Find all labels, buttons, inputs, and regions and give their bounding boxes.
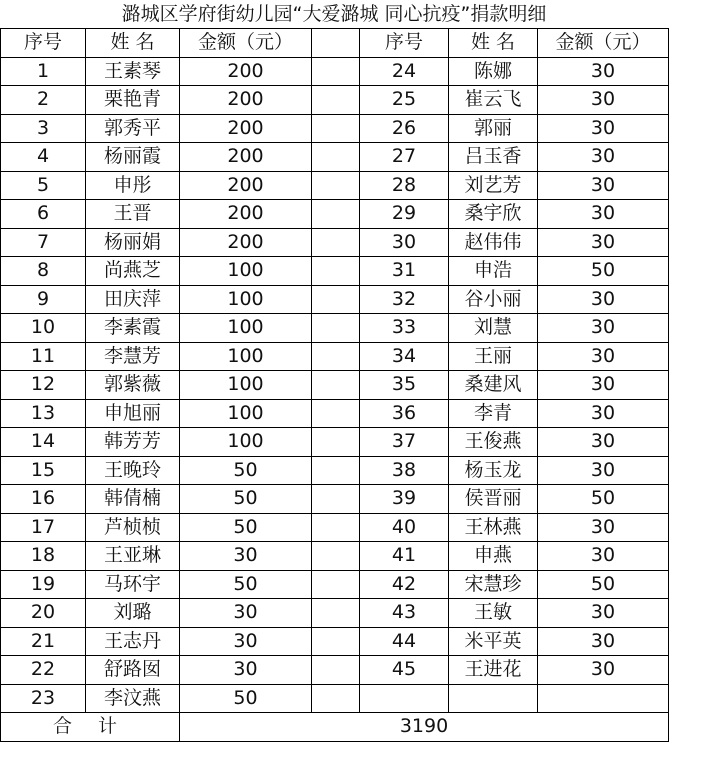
column-gap: [312, 599, 360, 628]
cell-name-left: 申旭丽: [86, 399, 180, 428]
cell-seq-right: 35: [360, 371, 449, 400]
table-row: [1, 456, 669, 485]
header-amount-left: 金额（元）: [180, 29, 312, 58]
total-value: 3190: [180, 713, 669, 742]
cell-name-left: 郭秀平: [86, 114, 180, 143]
cell-name-right: 王林燕: [449, 513, 538, 542]
cell-name-left: 申彤: [86, 171, 180, 200]
cell-seq-left: 19: [1, 570, 86, 599]
cell-name-right: 桑宇欣: [449, 200, 538, 229]
cell-name-right: 侯晋丽: [449, 485, 538, 514]
cell-amount-left: 200: [180, 143, 312, 172]
cell-name-left: 栗艳青: [86, 86, 180, 115]
cell-seq-left: 4: [1, 143, 86, 172]
table-row: [1, 314, 669, 343]
cell-name-left: 刘璐: [86, 599, 180, 628]
column-gap: [312, 627, 360, 656]
cell-name-right: 刘艺芳: [449, 171, 538, 200]
cell-seq-left: 12: [1, 371, 86, 400]
cell-amount-right: 30: [538, 57, 669, 86]
cell-amount-right: [538, 684, 669, 713]
total-row: [1, 713, 669, 742]
cell-seq-left: 17: [1, 513, 86, 542]
cell-name-left: 田庆萍: [86, 285, 180, 314]
cell-seq-right: 24: [360, 57, 449, 86]
cell-amount-left: 200: [180, 57, 312, 86]
cell-amount-right: 30: [538, 228, 669, 257]
cell-amount-right: 30: [538, 285, 669, 314]
cell-seq-right: 26: [360, 114, 449, 143]
cell-name-left: 韩倩楠: [86, 485, 180, 514]
cell-name-left: 郭紫薇: [86, 371, 180, 400]
cell-amount-left: 100: [180, 257, 312, 286]
table-row: [1, 171, 669, 200]
cell-name-left: 王晚玲: [86, 456, 180, 485]
table-row: [1, 57, 669, 86]
cell-seq-right: 29: [360, 200, 449, 229]
table-row: [1, 627, 669, 656]
cell-seq-left: 23: [1, 684, 86, 713]
header-row: [1, 29, 669, 58]
cell-seq-right: 34: [360, 342, 449, 371]
column-gap: [312, 114, 360, 143]
cell-seq-right: 30: [360, 228, 449, 257]
cell-seq-left: 5: [1, 171, 86, 200]
cell-name-left: 李慧芳: [86, 342, 180, 371]
cell-seq-right: 45: [360, 656, 449, 685]
cell-seq-left: 3: [1, 114, 86, 143]
column-gap: [312, 542, 360, 571]
cell-amount-right: 30: [538, 314, 669, 343]
cell-amount-right: 50: [538, 570, 669, 599]
cell-seq-right: [360, 684, 449, 713]
cell-amount-left: 50: [180, 485, 312, 514]
column-gap: [312, 29, 360, 58]
header-name-right: 姓 名: [449, 29, 538, 58]
cell-name-left: 李汶燕: [86, 684, 180, 713]
column-gap: [312, 399, 360, 428]
table-row: [1, 257, 669, 286]
cell-name-right: 郭丽: [449, 114, 538, 143]
cell-amount-left: 100: [180, 428, 312, 457]
column-gap: [312, 485, 360, 514]
cell-seq-left: 10: [1, 314, 86, 343]
cell-amount-left: 100: [180, 399, 312, 428]
cell-name-left: 尚燕芝: [86, 257, 180, 286]
cell-seq-right: 28: [360, 171, 449, 200]
cell-name-left: 王志丹: [86, 627, 180, 656]
cell-name-right: 陈娜: [449, 57, 538, 86]
cell-name-left: 芦桢桢: [86, 513, 180, 542]
cell-name-right: 王俊燕: [449, 428, 538, 457]
cell-seq-right: 32: [360, 285, 449, 314]
cell-seq-left: 1: [1, 57, 86, 86]
table-row: [1, 342, 669, 371]
column-gap: [312, 86, 360, 115]
table-row: [1, 513, 669, 542]
cell-amount-left: 200: [180, 228, 312, 257]
cell-amount-right: 30: [538, 171, 669, 200]
header-amount-right: 金额（元）: [538, 29, 669, 58]
cell-seq-right: 39: [360, 485, 449, 514]
column-gap: [312, 371, 360, 400]
cell-seq-right: 33: [360, 314, 449, 343]
table-row: [1, 86, 669, 115]
cell-amount-right: 30: [538, 456, 669, 485]
cell-name-left: 韩芳芳: [86, 428, 180, 457]
cell-seq-right: 38: [360, 456, 449, 485]
cell-amount-left: 50: [180, 570, 312, 599]
cell-seq-left: 22: [1, 656, 86, 685]
cell-amount-left: 200: [180, 200, 312, 229]
cell-seq-left: 14: [1, 428, 86, 457]
header-name-left: 姓 名: [86, 29, 180, 58]
cell-amount-right: 30: [538, 599, 669, 628]
header-seq-left: 序号: [1, 29, 86, 58]
total-label: 合 计: [1, 713, 180, 742]
table-row: [1, 285, 669, 314]
cell-amount-right: 50: [538, 257, 669, 286]
sheet-title: 潞城区学府街幼儿园“大爱潞城 同心抗疫”捐款明细: [121, 3, 547, 25]
cell-amount-right: 30: [538, 114, 669, 143]
cell-name-right: 崔云飞: [449, 86, 538, 115]
cell-seq-left: 15: [1, 456, 86, 485]
cell-amount-right: 30: [538, 513, 669, 542]
column-gap: [312, 228, 360, 257]
cell-seq-left: 8: [1, 257, 86, 286]
cell-name-right: 刘慧: [449, 314, 538, 343]
cell-amount-right: 30: [538, 656, 669, 685]
cell-name-left: 杨丽娟: [86, 228, 180, 257]
cell-seq-left: 6: [1, 200, 86, 229]
cell-amount-left: 30: [180, 599, 312, 628]
table-row: [1, 399, 669, 428]
cell-name-left: 王素琴: [86, 57, 180, 86]
cell-amount-left: 100: [180, 285, 312, 314]
cell-seq-right: 36: [360, 399, 449, 428]
column-gap: [312, 513, 360, 542]
cell-name-right: 桑建风: [449, 371, 538, 400]
cell-name-right: 宋慧珍: [449, 570, 538, 599]
cell-seq-right: 41: [360, 542, 449, 571]
cell-seq-right: 42: [360, 570, 449, 599]
cell-name-left: 王晋: [86, 200, 180, 229]
cell-amount-left: 100: [180, 371, 312, 400]
cell-amount-right: 30: [538, 342, 669, 371]
cell-seq-left: 18: [1, 542, 86, 571]
cell-seq-right: 27: [360, 143, 449, 172]
cell-amount-right: 30: [538, 428, 669, 457]
cell-amount-right: 30: [538, 371, 669, 400]
cell-name-left: 舒路囡: [86, 656, 180, 685]
cell-name-right: 杨玉龙: [449, 456, 538, 485]
cell-seq-left: 16: [1, 485, 86, 514]
column-gap: [312, 428, 360, 457]
cell-amount-right: 50: [538, 485, 669, 514]
cell-amount-left: 200: [180, 171, 312, 200]
cell-seq-right: 40: [360, 513, 449, 542]
cell-amount-right: 30: [538, 200, 669, 229]
cell-seq-right: 37: [360, 428, 449, 457]
cell-seq-right: 25: [360, 86, 449, 115]
cell-seq-left: 20: [1, 599, 86, 628]
table-row: [1, 371, 669, 400]
cell-amount-left: 50: [180, 684, 312, 713]
table-row: [1, 143, 669, 172]
column-gap: [312, 285, 360, 314]
cell-seq-left: 21: [1, 627, 86, 656]
cell-amount-left: 30: [180, 656, 312, 685]
cell-seq-right: 43: [360, 599, 449, 628]
column-gap: [312, 57, 360, 86]
cell-seq-left: 7: [1, 228, 86, 257]
cell-name-right: 王丽: [449, 342, 538, 371]
table-row: [1, 656, 669, 685]
column-gap: [312, 456, 360, 485]
column-gap: [312, 143, 360, 172]
cell-amount-right: 30: [538, 399, 669, 428]
cell-amount-left: 30: [180, 627, 312, 656]
cell-seq-left: 11: [1, 342, 86, 371]
cell-name-right: 谷小丽: [449, 285, 538, 314]
table-row: [1, 114, 669, 143]
header-seq-right: 序号: [360, 29, 449, 58]
column-gap: [312, 257, 360, 286]
cell-seq-right: 31: [360, 257, 449, 286]
table-row: [1, 485, 669, 514]
cell-seq-right: 44: [360, 627, 449, 656]
table-row: [1, 428, 669, 457]
cell-seq-left: 9: [1, 285, 86, 314]
cell-amount-left: 200: [180, 86, 312, 115]
cell-name-right: 申浩: [449, 257, 538, 286]
column-gap: [312, 314, 360, 343]
column-gap: [312, 342, 360, 371]
cell-amount-left: 50: [180, 456, 312, 485]
cell-amount-right: 30: [538, 542, 669, 571]
table-row: [1, 570, 669, 599]
cell-name-right: 赵伟伟: [449, 228, 538, 257]
cell-name-right: 申燕: [449, 542, 538, 571]
cell-name-right: 李青: [449, 399, 538, 428]
column-gap: [312, 684, 360, 713]
column-gap: [312, 570, 360, 599]
table-row: [1, 228, 669, 257]
table-row: [1, 599, 669, 628]
cell-amount-right: 30: [538, 143, 669, 172]
cell-name-left: 李素霞: [86, 314, 180, 343]
column-gap: [312, 171, 360, 200]
cell-seq-left: 2: [1, 86, 86, 115]
cell-amount-left: 100: [180, 342, 312, 371]
cell-amount-left: 200: [180, 114, 312, 143]
cell-name-left: 杨丽霞: [86, 143, 180, 172]
cell-name-left: 马环宇: [86, 570, 180, 599]
cell-name-right: [449, 684, 538, 713]
table-row: [1, 200, 669, 229]
column-gap: [312, 656, 360, 685]
cell-amount-right: 30: [538, 86, 669, 115]
cell-name-right: 王敏: [449, 599, 538, 628]
cell-name-right: 王进花: [449, 656, 538, 685]
cell-amount-left: 100: [180, 314, 312, 343]
cell-name-right: 吕玉香: [449, 143, 538, 172]
table-row: [1, 684, 669, 713]
cell-name-right: 米平英: [449, 627, 538, 656]
cell-amount-left: 50: [180, 513, 312, 542]
cell-name-left: 王亚琳: [86, 542, 180, 571]
donation-table: [0, 28, 669, 742]
cell-seq-left: 13: [1, 399, 86, 428]
cell-amount-left: 30: [180, 542, 312, 571]
table-row: [1, 542, 669, 571]
column-gap: [312, 200, 360, 229]
cell-amount-right: 30: [538, 627, 669, 656]
